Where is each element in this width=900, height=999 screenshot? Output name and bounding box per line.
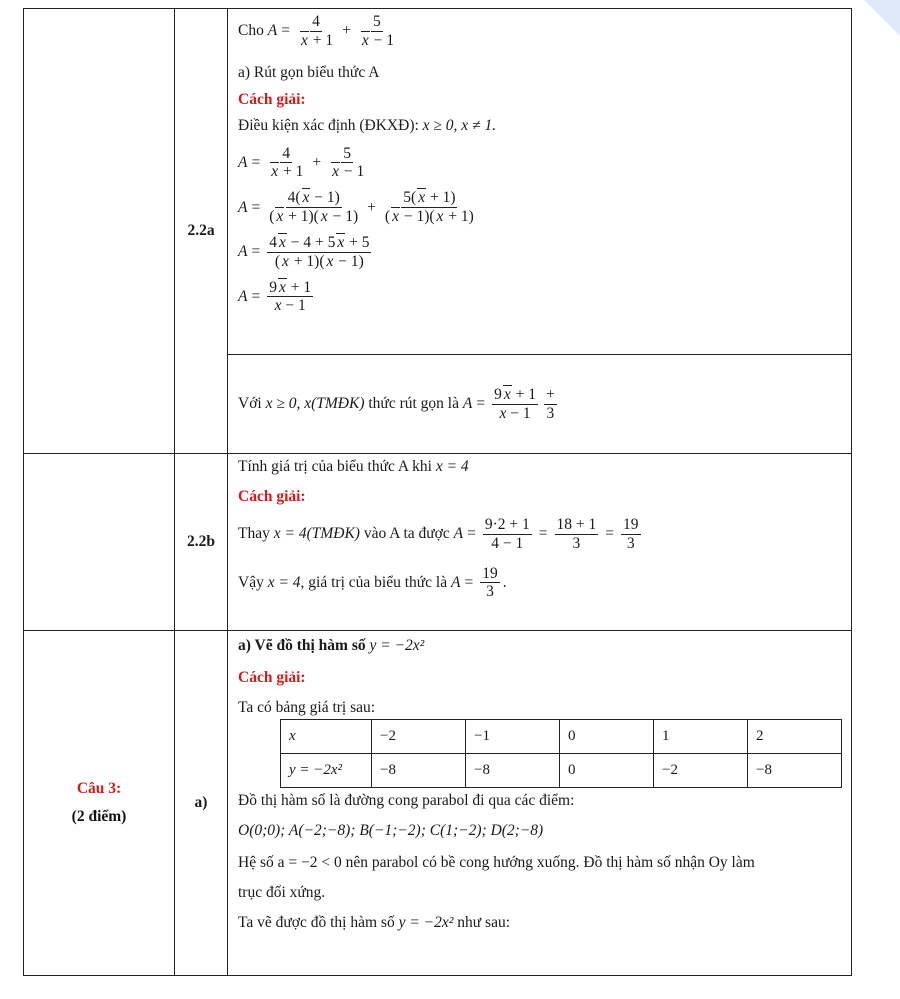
condition-line: Điều kiện xác định (ĐKXĐ): x ≥ 0, x ≠ 1. (238, 116, 497, 134)
y-cell: −2 (654, 754, 748, 788)
x-cell: −1 (466, 720, 560, 754)
x-header: x (281, 720, 372, 754)
coef-line-1: Hệ số a = −2 < 0 nên parabol có bề cong hướng xuống. Đồ thị hàm số nhận Oy làm (238, 854, 755, 871)
x-cell: 0 (560, 720, 654, 754)
value-table-y-row (281, 754, 842, 788)
step-1: A = $\frac{4}{x + 1}$ + $\frac{5}{x - 1}$ (238, 144, 365, 181)
given-line: Cho A = $\frac{4}{x + 1}$ + $\frac{5}{x - 1}$ (238, 13, 394, 49)
question-cell-empty (24, 9, 175, 454)
x-cell: 1 (654, 720, 748, 754)
table-intro: Ta có bảng giá trị sau: (238, 699, 376, 716)
final-value-line: Vậy x = 4 , giá trị của biểu thức là A = $\frac{19}{3}$ . (238, 564, 507, 601)
y-cell: −8 (372, 754, 466, 788)
x-cell: 2 (748, 720, 842, 754)
x-cell: −2 (372, 720, 466, 754)
question-cell-empty-2 (24, 454, 175, 631)
eval-title: Tính giá trị của biểu thức A khi x = 4 (238, 458, 469, 475)
conclusion-2-2a: Với x ≥ 0, x(TMĐK) thức rút gọn là A = $\frac{9 x + 1}{x - 1}$ $\frac{+}{3}$ (228, 355, 852, 454)
corner-decoration (864, 0, 900, 36)
method-label-3: Cách giải: (238, 669, 306, 686)
part-a-heading: a) Rút gọn biểu thức A (238, 63, 380, 81)
y-cell: 0 (560, 754, 654, 788)
step-3: A = $\frac{4 x - 4 + 5 x + 5}{( x + 1)( x - 1)}$ (238, 233, 370, 270)
draw-line: Ta vẽ được đồ thị hàm số y = −2x² như sau: (238, 914, 511, 931)
solution-table (23, 8, 852, 976)
step-2: A = $\frac{4( x - 1)}{( x + 1)( x - 1)}$ + $\frac{5( x + 1)}{( x - 1)( x + 1)}$ (238, 189, 474, 226)
points-intro: Đồ thị hàm số là đường cong parabol đi qua các điểm: (238, 792, 575, 809)
value-table-x-row (281, 720, 842, 754)
value-table (280, 719, 842, 788)
coef-line-2: trục đối xứng. (238, 884, 326, 901)
graph-title: a) Vẽ đồ thị hàm số y = −2x² (238, 637, 425, 654)
question-points: (2 điểm) (71, 808, 127, 825)
y-header: y = −2x² (281, 754, 372, 788)
y-cell: −8 (466, 754, 560, 788)
content-2-2a (228, 9, 852, 355)
content-2-2b (228, 454, 852, 631)
points-list: O(0;0); A(−2;−8); B(−1;−2); C(1;−2); D(2;−8) (238, 822, 544, 839)
method-label-2: Cách giải: (238, 488, 306, 505)
row-2-2a (24, 9, 852, 355)
content-3a (228, 631, 852, 976)
row-cau-3 (24, 631, 852, 976)
y-cell: −8 (748, 754, 842, 788)
question-cell-3 (24, 631, 175, 976)
row-2-2b (24, 454, 852, 631)
step-4: A = $\frac{9 x + 1}{x - 1}$ (238, 278, 312, 315)
substitution-line: Thay x = 4(TMĐK) vào A ta được A = $\frac{9\cdot 2 + 1}{4 - 1}$ = $\frac{18 + 1}{3}$ = $\frac{19}{3}$ (238, 516, 639, 552)
part-label-3a: a) (175, 631, 228, 976)
method-label: Cách giải: (238, 90, 306, 108)
question-label: Câu 3: (76, 780, 122, 797)
part-label-2-2b: 2.2b (175, 454, 228, 631)
part-label-2-2a: 2.2a (175, 9, 228, 454)
